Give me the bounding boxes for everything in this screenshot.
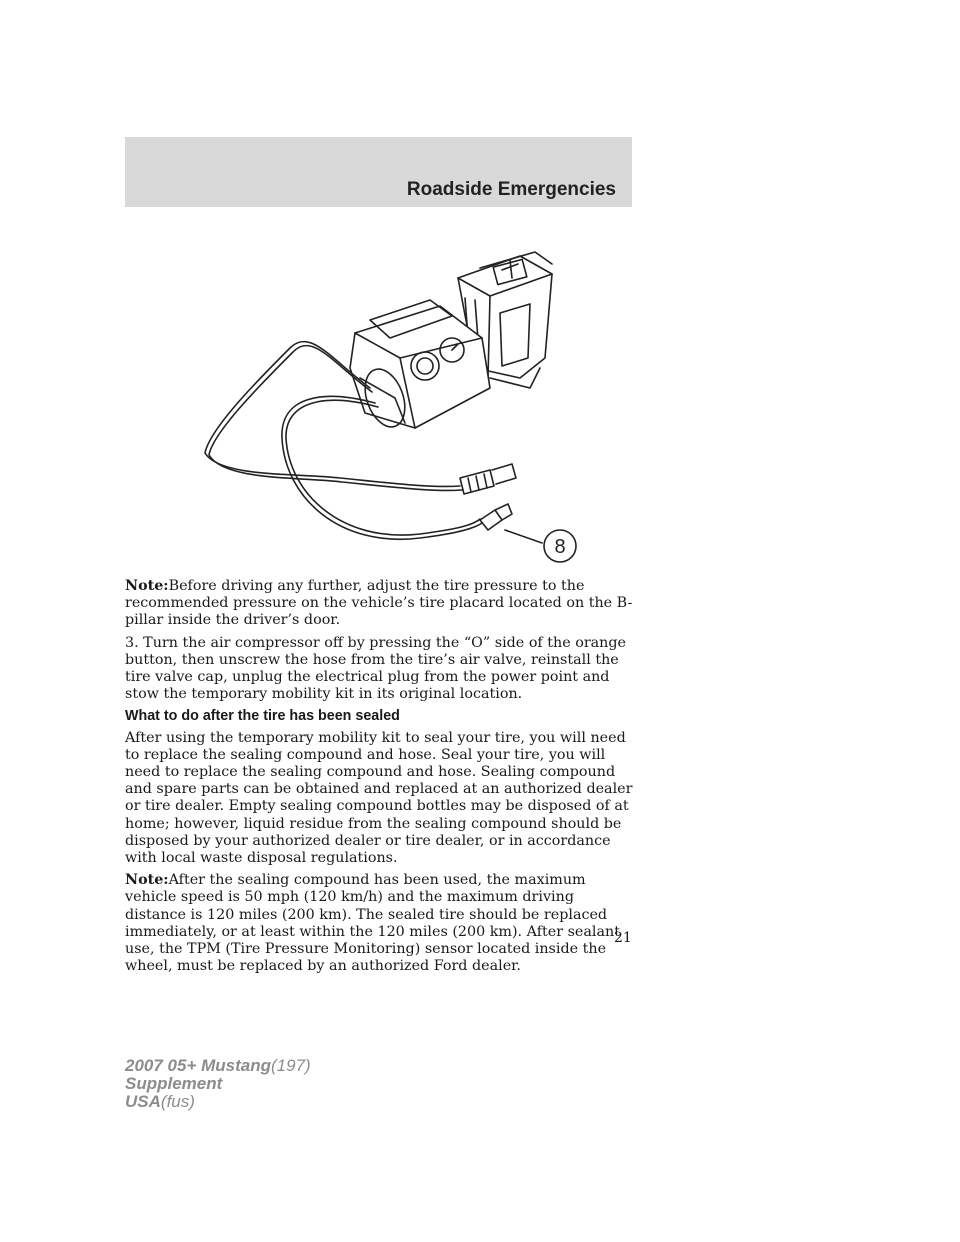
note-paragraph-1 <box>125 578 633 630</box>
section-heading: What to do after the tire has been sealed <box>125 708 400 725</box>
document-footer <box>125 1057 311 1111</box>
section-title: Roadside Emergencies <box>406 179 616 200</box>
section-header <box>125 137 632 207</box>
footer-model-code: (197) <box>271 1056 311 1075</box>
callout-label: 8 <box>554 536 566 558</box>
page-number: 21 <box>614 930 632 946</box>
step-3-paragraph: 3. Turn the air compressor off by pressing the “O” side of the orange button, then unscrew the hose from the tire’s air valve, reinstall the tire valve cap, unplug the electrical plug from the power point and stow the temporary mobility kit in its original location. <box>125 634 627 703</box>
footer-model: 2007 05+ Mustang <box>125 1056 271 1075</box>
note-paragraph-2 <box>125 872 633 975</box>
footer-market: USA <box>125 1092 161 1111</box>
note-label: Note: <box>125 578 169 594</box>
note-text: Before driving any further, adjust the tire pressure to the recommended pressure on the vehicle’s tire placard located on the B-pillar inside the driver’s door. <box>125 578 633 629</box>
body-text <box>125 578 633 980</box>
note-text: After the sealing compound has been used, the maximum vehicle speed is 50 mph (120 km/h) and the maximum driving distance is 120 miles (200 km). The sealed tire should be replaced immediately, or at least within the 120 miles (200 km). After sealant use, the TPM (Tire Pressure Monitoring) sensor located inside the wheel, must be replaced by an authorized Ford dealer. <box>125 872 620 975</box>
footer-doc-type: Supplement <box>125 1074 223 1093</box>
mobility-kit-illustration <box>190 238 590 568</box>
note-label: Note: <box>125 872 169 889</box>
footer-market-code: (fus) <box>160 1092 195 1111</box>
after-sealing-paragraph: After using the temporary mobility kit to seal your tire, you will need to replace the sealing compound and hose. Seal your tire, you will need to replace the sealing compound and hose. Sealing compound and spare parts can be obtained and replaced at an authorized dealer or tire dealer. Empty sealing compound bottles may be disposed of at home; however, liquid residue from the sealing compound should be disposed by your authorized dealer or tire dealer, or in accordance with local waste disposal regulations. <box>125 729 633 867</box>
